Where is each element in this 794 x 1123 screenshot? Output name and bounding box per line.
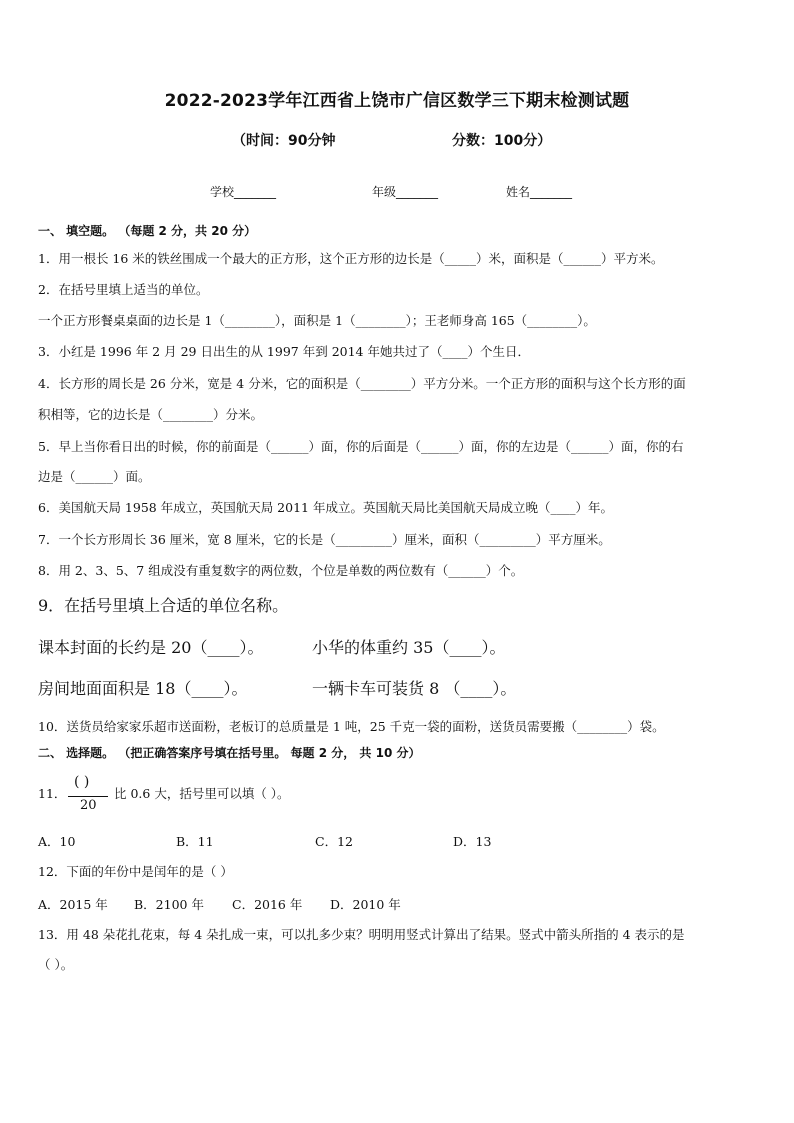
question-7: 7．一个长方形周长 36 厘米，宽 8 厘米，它的长是（_________）厘米，面积（_________）平方厘米。: [38, 532, 611, 547]
question-11-option-c: C．12: [315, 834, 353, 849]
fraction-bar: [68, 796, 108, 797]
question-4-line1: 4．长方形的周长是 26 分米，宽是 4 分米，它的面积是（________）平方分米。一个正方形的面积与这个长方形的面: [38, 376, 686, 391]
question-8: 8．用 2、3、5、7 组成没有重复数字的两位数，个位是单数的两位数有（______）个。: [38, 563, 524, 578]
question-12-option-b: B．2100 年: [134, 897, 204, 912]
question-10: 10．送货员给家家乐超市送面粉，老板订的总质量是 1 吨，25 千克一袋的面粉，送货员需要搬（________）袋。: [38, 719, 665, 734]
question-11-fraction: [66, 774, 112, 818]
grade-field: 年级_______: [372, 185, 439, 199]
question-2-detail: 一个正方形餐桌桌面的边长是 1（________），面积是 1（________）；王老师身高 165（________）。: [38, 313, 596, 328]
question-3: 3．小红是 1996 年 2 月 29 日出生的从 1997 年到 2014 年她共过了（____）个生日．: [38, 344, 530, 359]
page-title: 2022-2023学年江西省上饶市广信区数学三下期末检测试题: [164, 91, 630, 111]
question-11-text: 比 0.6 大，括号里可以填（ ）。: [114, 786, 290, 801]
question-5-line2: 边是（______）面。: [38, 469, 151, 484]
question-11-option-b: B．11: [176, 834, 214, 849]
question-9-d: 一辆卡车可装货 8 （____）。: [312, 679, 517, 698]
question-11-option-d: D．13: [453, 834, 492, 849]
question-6: 6．美国航天局 1958 年成立，英国航天局 2011 年成立。英国航天局比美国航天局成立晚（____）年。: [38, 500, 613, 515]
section-2-heading: 二、 选择题。 （把正确答案序号填在括号里。 每题 2 分， 共 10 分）: [38, 746, 421, 760]
question-13-line1: 13．用 48 朵花扎花束，每 4 朵扎成一束，可以扎多少束？明明用竖式计算出了结果。竖式中箭头所指的 4 表示的是: [38, 927, 685, 942]
school-field: 学校_______: [210, 185, 277, 199]
question-11-option-a: A．10: [38, 834, 76, 849]
name-field: 姓名_______: [506, 185, 573, 199]
exam-time: （时间：90分钟: [232, 133, 336, 149]
question-12-option-c: C．2016 年: [232, 897, 303, 912]
section-1-heading: 一、 填空题。 （每题 2 分，共 20 分）: [38, 224, 257, 238]
question-9-b: 小华的体重约 35（____）。: [312, 638, 506, 657]
question-13-line2: （ ）。: [38, 957, 74, 972]
fraction-numerator: ( ): [74, 774, 90, 790]
question-9-a: 课本封面的长约是 20（____）。: [38, 638, 264, 657]
exam-score: 分数：100分）: [452, 133, 552, 149]
question-12-option-a: A．2015 年: [38, 897, 108, 912]
question-12-option-d: D．2010 年: [330, 897, 401, 912]
question-5-line1: 5．早上当你看日出的时候，你的前面是（______）面，你的后面是（______）面，你的左边是（______）面，你的右: [38, 439, 684, 454]
question-9: 9．在括号里填上合适的单位名称。: [38, 596, 289, 615]
question-4-line2: 积相等，它的边长是（________）分米。: [38, 407, 264, 422]
question-12: 12．下面的年份中是闰年的是（ ）: [38, 864, 233, 879]
question-9-c: 房间地面面积是 18（____）。: [38, 679, 248, 698]
question-11-number: 11．: [38, 786, 67, 801]
fraction-denominator: 20: [80, 798, 97, 813]
question-1: 1．用一根长 16 米的铁丝围成一个最大的正方形，这个正方形的边长是（_____）米，面积是（______）平方米。: [38, 251, 664, 266]
question-2: 2．在括号里填上适当的单位。: [38, 282, 209, 297]
